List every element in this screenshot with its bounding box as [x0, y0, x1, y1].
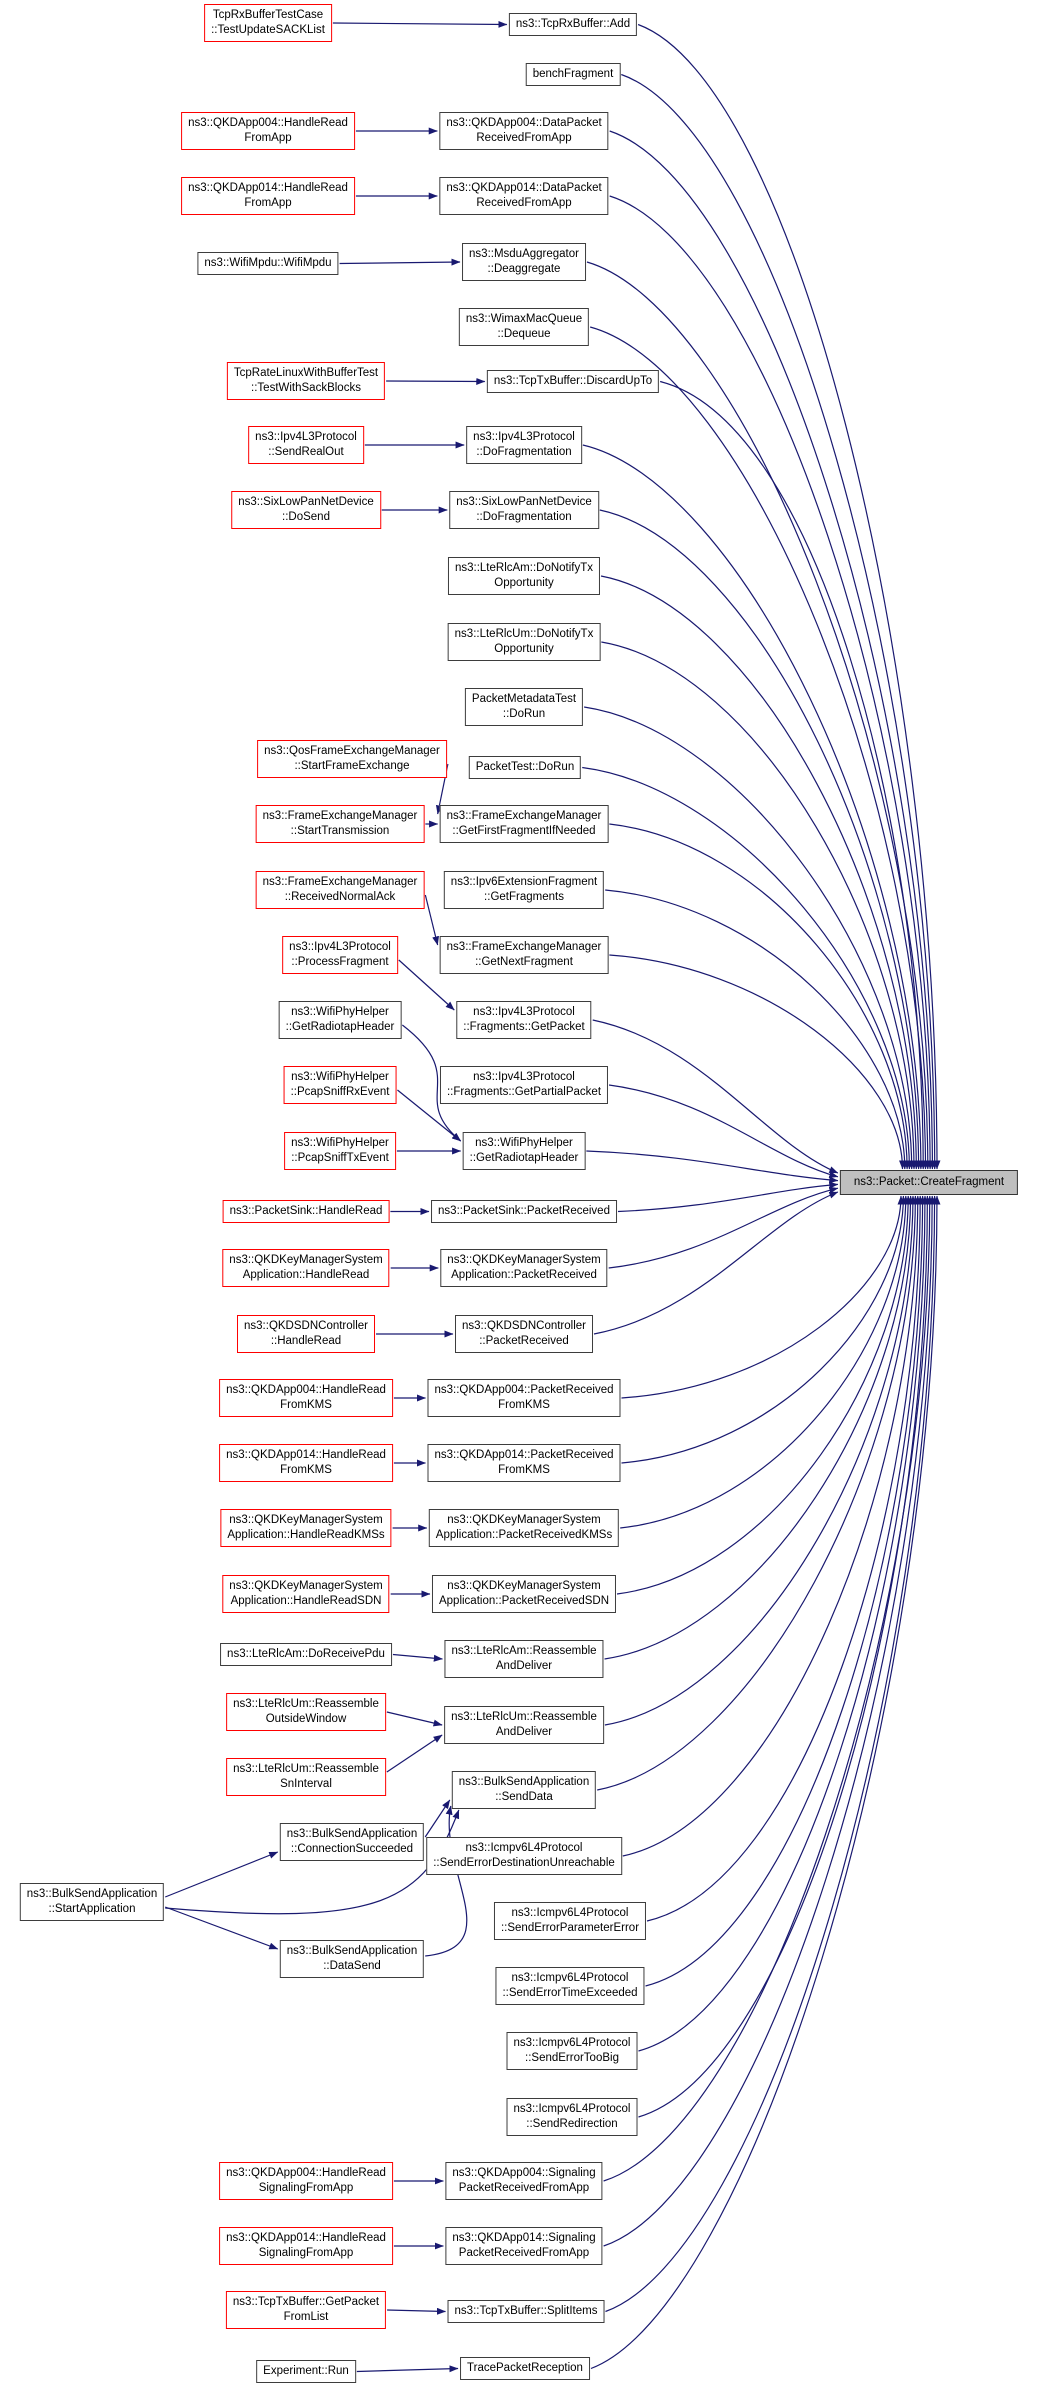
node-label-line: ns3::LteRlcAm::DoReceivePdu: [227, 1648, 385, 1660]
node-label-line: ns3::LteRlcUm::Reassemble: [233, 1763, 379, 1775]
node-label-line: TracePacketReception: [467, 2362, 583, 2374]
node-label-line: FromKMS: [498, 1399, 550, 1411]
node-label-line: PacketReceivedFromApp: [458, 2247, 590, 2259]
node-label-line: ns3::BulkSendApplication: [458, 1776, 590, 1788]
node-label-line: ::SendRedirection: [526, 2118, 618, 2130]
node-label-line: ::SendErrorTimeExceeded: [502, 1987, 638, 1999]
node-m_sig014[interactable]: [445, 2227, 602, 2265]
node-label-line: ns3::SixLowPanNetDevice: [238, 496, 374, 508]
node-m_umreass[interactable]: [444, 1706, 604, 1744]
node-label-line: ns3::Icmpv6L4Protocol: [511, 1907, 629, 1919]
node-label-line: ::PcapSniffTxEvent: [291, 1152, 389, 1164]
node-l_sackblk[interactable]: [227, 362, 385, 400]
node-label-line: ::TestUpdateSACKList: [211, 24, 325, 36]
node-label-line: Opportunity: [494, 643, 554, 655]
node-m_deagg[interactable]: [462, 243, 586, 281]
node-m_redirect[interactable]: [507, 2098, 638, 2136]
node-label-line: ::DoFragmentation: [476, 511, 572, 523]
node-label-line: ::ReceivedNormalAck: [284, 891, 396, 903]
node-l_rxack[interactable]: [256, 871, 425, 909]
node-label-line: AndDeliver: [495, 1726, 553, 1738]
node-label-line: ns3::BulkSendApplication: [26, 1888, 158, 1900]
node-label-line: ::TestWithSackBlocks: [251, 382, 361, 394]
node-label-line: ::Deaggregate: [487, 263, 561, 275]
node-label-line: ns3::WifiPhyHelper: [291, 1071, 389, 1083]
node-label-line: ns3::Icmpv6L4Protocol: [465, 1842, 583, 1854]
node-label-line: FromApp: [244, 132, 292, 144]
node-label-line: ::GetFirstFragmentIfNeeded: [452, 825, 596, 837]
node-label-line: ::DataSend: [323, 1960, 381, 1972]
node-label-line: ns3::BulkSendApplication: [286, 1828, 418, 1840]
node-label-line: benchFragment: [532, 68, 614, 80]
node-label-line: ::StartApplication: [48, 1903, 136, 1915]
node-l_startapp[interactable]: [20, 1883, 164, 1921]
node-m_dofrag6[interactable]: [449, 491, 599, 529]
node-l_hr004[interactable]: [181, 112, 355, 150]
node-label-line: Opportunity: [494, 577, 554, 589]
node-l_getlist[interactable]: [226, 2291, 386, 2329]
node-l_sdnread[interactable]: [237, 1315, 375, 1353]
node-label-line: ::SendErrorParameterError: [500, 1922, 640, 1934]
node-label-line: ns3::SixLowPanNetDevice: [456, 496, 592, 508]
node-m_dpr014[interactable]: [439, 177, 608, 215]
node-label-line: ns3::QosFrameExchangeManager: [264, 745, 440, 757]
node-label-line: FromList: [283, 2311, 329, 2323]
node-m_getfrags[interactable]: [444, 871, 604, 909]
node-label-line: ::DoRun: [502, 708, 546, 720]
node-l_reassout[interactable]: [226, 1693, 386, 1731]
node-label-line: ns3::WifiPhyHelper: [291, 1006, 389, 1018]
node-label-line: ns3::QKDApp004::PacketReceived: [434, 1384, 614, 1396]
node-m_amnotify[interactable]: [448, 557, 600, 595]
node-label-line: ns3::WifiPhyHelper: [291, 1137, 389, 1149]
node-l_qossfe[interactable]: [257, 740, 447, 778]
node-label-line: ns3::BulkSendApplication: [286, 1945, 418, 1957]
node-m_pmtest[interactable]: [465, 688, 583, 726]
node-l_sack[interactable]: [204, 4, 332, 42]
node-m_sinkrecv[interactable]: [431, 1200, 617, 1223]
node-label-line: ns3::FrameExchangeManager: [446, 810, 602, 822]
node-label-line: ns3::MsduAggregator: [469, 248, 579, 260]
node-m_amreass[interactable]: [444, 1640, 603, 1678]
node-l_sinkread[interactable]: [223, 1200, 390, 1223]
node-label-line: ns3::QKDApp014::HandleRead: [226, 1449, 386, 1461]
node-label-line: ns3::LteRlcUm::DoNotifyTx: [454, 628, 594, 640]
node-label-line: ::GetRadiotapHeader: [285, 1021, 395, 1033]
node-label-line: ns3::Icmpv6L4Protocol: [511, 1972, 629, 1984]
node-label-line: SignalingFromApp: [258, 2247, 354, 2259]
node-label-line: ::HandleRead: [270, 1335, 342, 1347]
node-m_toobig[interactable]: [507, 2032, 638, 2070]
node-label-line: Application::PacketReceivedSDN: [438, 1595, 610, 1607]
node-l_reasssn[interactable]: [226, 1758, 386, 1796]
node-label-line: Application::HandleReadSDN: [230, 1595, 382, 1607]
node-label-line: ::ProcessFragment: [291, 956, 389, 968]
node-label-line: ::ConnectionSucceeded: [290, 1843, 414, 1855]
node-label-line: ns3::LteRlcUm::Reassemble: [451, 1711, 597, 1723]
node-l_wifimpdu[interactable]: [197, 252, 338, 275]
node-label-line: ns3::QKDApp014::HandleRead: [226, 2232, 386, 2244]
node-label-line: Application::PacketReceivedKMSs: [435, 1529, 613, 1541]
node-l_sig014h[interactable]: [219, 2227, 393, 2265]
node-l_dorx[interactable]: [220, 1643, 392, 1666]
node-label-line: ns3::QKDApp004::HandleRead: [188, 117, 348, 129]
node-label-line: ns3::WifiMpdu::WifiMpdu: [204, 257, 332, 269]
node-m_gffin[interactable]: [440, 805, 609, 843]
node-label-line: ::Dequeue: [497, 328, 551, 340]
node-label-line: ns3::LteRlcAm::Reassemble: [451, 1645, 597, 1657]
node-label-line: ::StartTransmission: [290, 825, 390, 837]
node-label-line: PacketMetadataTest: [471, 693, 577, 705]
node-label-line: ns3::TcpTxBuffer::DiscardUpTo: [493, 375, 653, 387]
node-l_kmsread[interactable]: [222, 1249, 389, 1287]
node-label-line: ::SendErrorDestinationUnreachable: [433, 1857, 615, 1869]
node-label-line: ns3::Ipv4L3Protocol: [473, 1006, 575, 1018]
node-l_hrkms004[interactable]: [219, 1379, 393, 1417]
node-label-line: ns3::FrameExchangeManager: [262, 876, 418, 888]
node-label-line: ::GetFragments: [484, 891, 564, 903]
node-label-line: Application::PacketReceived: [451, 1269, 597, 1281]
node-l_datasend[interactable]: [280, 1940, 424, 1978]
node-label-line: ns3::QKDApp004::HandleRead: [226, 1384, 386, 1396]
node-label-line: ns3::QKDKeyManagerSystem: [229, 1580, 383, 1592]
node-label-line: ns3::Packet::CreateFragment: [853, 1176, 1005, 1188]
node-m_getpkt[interactable]: [456, 1001, 591, 1039]
node-m_radiotap[interactable]: [463, 1132, 586, 1170]
node-label-line: ::SendData: [495, 1791, 553, 1803]
node-label-line: Experiment::Run: [263, 2365, 349, 2377]
node-label-line: ns3::Ipv4L3Protocol: [255, 431, 357, 443]
node-label-line: ::SendErrorTooBig: [525, 2052, 619, 2064]
node-m_getnext[interactable]: [440, 936, 609, 974]
node-label-line: ::SendRealOut: [268, 446, 344, 458]
node-label-line: ::Fragments::GetPartialPacket: [446, 1086, 602, 1098]
node-m_discard[interactable]: [487, 370, 659, 393]
node-m_rsdn[interactable]: [432, 1575, 616, 1613]
node-label-line: ReceivedFromApp: [476, 132, 572, 144]
node-label-line: ns3::PacketSink::PacketReceived: [438, 1205, 610, 1217]
node-label-line: ns3::WimaxMacQueue: [465, 313, 583, 325]
node-m_senddata[interactable]: [452, 1771, 596, 1809]
node-m_split[interactable]: [448, 2300, 605, 2323]
node-label-line: SnInterval: [280, 1778, 332, 1790]
node-label-line: ::StartFrameExchange: [294, 760, 410, 772]
node-m_getpart[interactable]: [440, 1066, 608, 1104]
node-label-line: ns3::Ipv4L3Protocol: [473, 1071, 575, 1083]
node-l_sig004h[interactable]: [219, 2162, 393, 2200]
node-m_ptest[interactable]: [469, 756, 581, 779]
node-label-line: SignalingFromApp: [258, 2182, 354, 2194]
node-l_exprun[interactable]: [256, 2360, 356, 2383]
node-l_connsucc[interactable]: [280, 1823, 424, 1861]
node-l_snifftx[interactable]: [284, 1132, 396, 1170]
node-m_dequeue[interactable]: [459, 308, 589, 346]
node-m_trace[interactable]: [460, 2357, 590, 2380]
node-label-line: ns3::QKDApp014::DataPacket: [446, 182, 602, 194]
node-label-line: ns3::LteRlcAm::DoNotifyTx: [454, 562, 594, 574]
node-label-line: ns3::PacketSink::HandleRead: [229, 1205, 383, 1217]
node-label-line: ns3::QKDSDNController: [244, 1320, 368, 1332]
node-m_timeexc[interactable]: [495, 1967, 644, 2005]
node-label-line: OutsideWindow: [265, 1713, 347, 1725]
node-label-line: FromKMS: [498, 1464, 550, 1476]
node-m_add[interactable]: [509, 13, 637, 36]
node-l_hr014[interactable]: [181, 177, 355, 215]
node-label-line: ::DoSend: [282, 511, 330, 523]
node-m_rk014[interactable]: [428, 1444, 621, 1482]
node-label-line: ns3::QKDApp004::HandleRead: [226, 2167, 386, 2179]
node-label-line: ns3::TcpTxBuffer::GetPacket: [232, 2296, 380, 2308]
node-label-line: ns3::Ipv6ExtensionFragment: [450, 876, 598, 888]
node-label-line: ns3::LteRlcUm::Reassemble: [233, 1698, 379, 1710]
node-label-line: PacketReceivedFromApp: [458, 2182, 590, 2194]
node-label-line: AndDeliver: [495, 1660, 553, 1672]
node-label-line: ns3::QKDApp004::Signaling: [452, 2167, 596, 2179]
node-label-line: ::GetRadiotapHeader: [469, 1152, 579, 1164]
node-label-line: ns3::FrameExchangeManager: [446, 941, 602, 953]
node-l_radiotap[interactable]: [279, 1001, 402, 1039]
node-l_hrkms014[interactable]: [219, 1444, 393, 1482]
node-l_hrsdn[interactable]: [222, 1575, 389, 1613]
node-label-line: ::PcapSniffRxEvent: [290, 1086, 390, 1098]
node-label-line: ns3::QKDSDNController: [462, 1320, 586, 1332]
node-m_rkmss[interactable]: [429, 1509, 619, 1547]
node-l_starttx[interactable]: [256, 805, 425, 843]
node-label-line: TcpRateLinuxWithBufferTest: [233, 367, 379, 379]
node-m_paramerr[interactable]: [494, 1902, 646, 1940]
node-label-line: ns3::Icmpv6L4Protocol: [513, 2037, 631, 2049]
node-l_dosend[interactable]: [231, 491, 381, 529]
node-label-line: FromApp: [244, 197, 292, 209]
node-label-line: Application::HandleReadKMSs: [227, 1529, 385, 1541]
node-label-line: ns3::TcpTxBuffer::SplitItems: [454, 2305, 598, 2317]
node-label-line: ns3::QKDApp014::PacketReceived: [434, 1449, 614, 1461]
node-m_bench[interactable]: [526, 63, 621, 86]
node-label-line: ::DoFragmentation: [476, 446, 572, 458]
node-label-line: ns3::FrameExchangeManager: [262, 810, 418, 822]
node-label-line: ns3::QKDApp004::DataPacket: [446, 117, 602, 129]
node-label-line: ns3::QKDKeyManagerSystem: [229, 1254, 383, 1266]
node-t_create: [840, 1170, 1018, 1195]
node-label-line: TcpRxBufferTestCase: [212, 9, 324, 21]
node-m_umnotify[interactable]: [448, 623, 601, 661]
node-label-line: ns3::QKDKeyManagerSystem: [447, 1580, 601, 1592]
node-label-line: FromKMS: [280, 1464, 332, 1476]
node-label-line: ns3::Ipv4L3Protocol: [473, 431, 575, 443]
node-m_rk004[interactable]: [428, 1379, 621, 1417]
node-label-line: ReceivedFromApp: [476, 197, 572, 209]
node-m_sdnrecv[interactable]: [455, 1315, 593, 1353]
node-label-line: ns3::Icmpv6L4Protocol: [513, 2103, 631, 2115]
node-label-line: ::Fragments::GetPacket: [463, 1021, 585, 1033]
node-label-line: FromKMS: [280, 1399, 332, 1411]
node-l_sendreal[interactable]: [248, 426, 364, 464]
node-label-line: ns3::QKDKeyManagerSystem: [447, 1254, 601, 1266]
node-label-line: ns3::QKDApp014::HandleRead: [188, 182, 348, 194]
node-label-line: PacketTest::DoRun: [475, 761, 575, 773]
node-m_dpr004[interactable]: [439, 112, 608, 150]
node-m_dofrag4[interactable]: [466, 426, 582, 464]
node-label-line: ns3::QKDApp014::Signaling: [452, 2232, 596, 2244]
node-m_unreach[interactable]: [426, 1837, 622, 1875]
node-label-line: Application::HandleRead: [242, 1269, 370, 1281]
node-label-line: ns3::QKDKeyManagerSystem: [229, 1514, 383, 1526]
node-label-line: ::GetNextFragment: [475, 956, 573, 968]
node-label-line: ns3::TcpRxBuffer::Add: [515, 18, 631, 30]
node-label-line: ::PacketReceived: [479, 1335, 569, 1347]
node-l_hrkmss[interactable]: [220, 1509, 391, 1547]
node-label-line: ns3::QKDKeyManagerSystem: [447, 1514, 601, 1526]
node-label-line: ns3::Ipv4L3Protocol: [289, 941, 391, 953]
node-m_sig004[interactable]: [445, 2162, 602, 2200]
node-l_sniffrx[interactable]: [284, 1066, 397, 1104]
node-label-line: ns3::WifiPhyHelper: [475, 1137, 573, 1149]
node-m_kmsrecv[interactable]: [440, 1249, 607, 1287]
node-l_procfrag[interactable]: [282, 936, 398, 974]
